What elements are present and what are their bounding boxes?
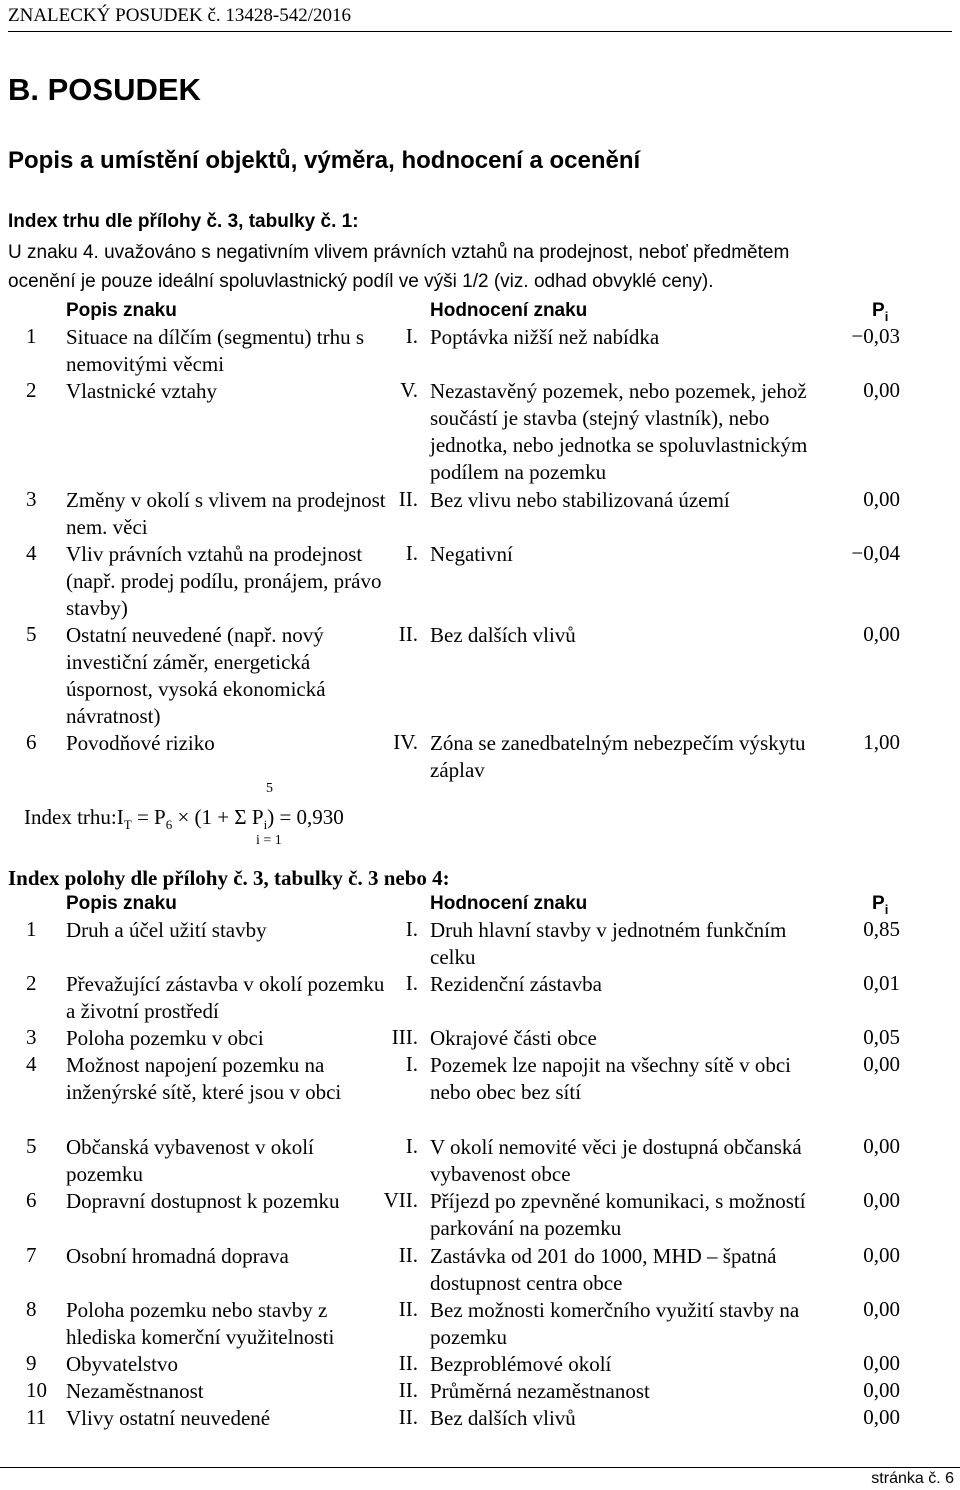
row-evaluation: V okolí nemovité věci je dostupná občanská vybavenost obce [430,1135,802,1186]
row-description: Vliv právních vztahů na prodejnost (např. prodej podílu, pronájem, právo stavby) [66,542,382,620]
trh-formula: 5 Index $trhu:I_T = P_6 \times (1 + \Sigma$ $P_i) = 0,930$ i = 1 [24,781,344,848]
formula-lower: i = 1 [256,833,282,848]
row-value: −0,04 [851,541,900,565]
row-value: 0,00 [863,378,900,402]
row-evaluation: Bezproblémové okolí [430,1352,612,1376]
row-grade: IV. [393,730,418,754]
row-grade: I. [405,324,418,348]
row-number: 5 [26,622,37,646]
page-header [8,3,952,32]
row-number: 4 [26,541,37,565]
row-description: Dopravní dostupnost k pozemku [66,1189,340,1213]
row-grade: I. [405,1052,418,1076]
header-title: ZNALECKÝ POSUDEK č. 13428-542/2016 [8,5,352,26]
row-description: Změny v okolí s vlivem na prodejnost nem. věci [66,488,386,539]
row-evaluation: Bez dalších vlivů [430,1406,576,1430]
row-number: 3 [26,487,37,511]
row-value: 0,00 [863,1297,900,1321]
row-grade: I. [405,917,418,941]
row-evaluation: Bez vlivu nebo stabilizovaná území [430,488,730,512]
row-evaluation: Negativní [430,542,513,566]
row-description: Převažující zástavba v okolí pozemku a životní prostředí [66,972,385,1023]
row-evaluation: Okrajové části obce [430,1026,597,1050]
trh-text-line2: ocenění je pouze ideální spoluvlastnický podíl ve výši 1/2 (viz. odhad obvyklé ceny). [8,271,714,292]
row-description: Osobní hromadná doprava [66,1244,289,1268]
row-description: Povodňové riziko [66,731,215,755]
row-grade: I. [405,1134,418,1158]
row-description: Poloha pozemku v obci [66,1026,264,1050]
formula-upper: 5 [266,781,273,796]
poloha-title: Index polohy dle přílohy č. 3, tabulky č. 3 nebo 4: [8,866,450,890]
trh-col-hodnoceni: Hodnocení znaku [430,300,588,321]
row-number: 6 [26,730,37,754]
trh-text-line1: U znaku 4. uvažováno s negativním vlivem právních vztahů na prodejnost, neboť předmětem [8,242,790,263]
row-evaluation: Druh hlavní stavby v jednotném funkčním celku [430,918,787,969]
row-value: 0,00 [863,1378,900,1402]
sum-symbol: Σ [234,805,247,829]
row-evaluation: Pozemek lze napojit na všechny sítě v obci nebo obec bez sítí [430,1053,791,1104]
row-value: 0,00 [863,1188,900,1212]
row-number: 9 [26,1351,37,1375]
row-value: 0,00 [863,1405,900,1429]
row-number: 1 [26,324,37,348]
subtitle: Popis a umístění objektů, výměra, hodnocení a ocenění [8,147,641,174]
row-number: 7 [26,1243,37,1267]
row-description: Poloha pozemku nebo stavby z hlediska komerční využitelnosti [66,1298,335,1349]
row-number: 3 [26,1025,37,1049]
row-number: 5 [26,1134,37,1158]
row-number: 1 [26,917,37,941]
row-evaluation: Nezastavěný pozemek, nebo pozemek, jehož součástí je stavba (stejný vlastník), nebo jednotka, nebo jednotka se spoluvlastnickým podílem na pozemku [430,379,808,484]
poloha-col-p: $P_i$ [872,893,889,917]
page-number: stránka č. 6 [871,1470,954,1487]
row-description: Vlastnické vztahy [66,379,218,403]
row-grade: II. [398,1297,418,1321]
row-grade: II. [398,1405,418,1429]
row-grade: II. [398,622,418,646]
row-value: −0,03 [851,324,900,348]
row-grade: II. [398,487,418,511]
row-grade: II. [398,1378,418,1402]
section-title: B. POSUDEK [8,72,201,107]
row-grade: VII. [383,1188,418,1212]
row-number: 2 [26,378,37,402]
row-value: 0,00 [863,1243,900,1267]
row-evaluation: Poptávka nižší než nabídka [430,325,660,349]
row-grade: III. [391,1025,418,1049]
row-grade: V. [400,378,418,402]
row-description: Druh a účel užití stavby [66,918,267,942]
page-footer [0,1467,960,1490]
row-evaluation: Bez dalších vlivů [430,623,576,647]
trh-col-popis: Popis znaku [66,300,177,321]
row-grade: II. [398,1243,418,1267]
row-evaluation: Příjezd po zpevněné komunikaci, s možností parkování na pozemku [430,1189,806,1240]
row-evaluation: Zastávka od 201 do 1000, MHD – špatná dostupnost centra obce [430,1244,777,1295]
poloha-col-popis: Popis znaku [66,893,177,914]
row-evaluation: Průměrná nezaměstnanost [430,1379,650,1403]
row-evaluation: Rezidenční zástavba [430,972,602,996]
row-description: Možnost napojení pozemku na inženýrské sítě, které jsou v obci [66,1053,342,1104]
row-value: 0,85 [863,917,900,941]
row-grade: II. [398,1351,418,1375]
row-number: 2 [26,971,37,995]
row-value: 0,00 [863,1134,900,1158]
row-grade: I. [405,541,418,565]
trh-col-p: $P_i$ [872,300,889,324]
row-value: 0,00 [863,487,900,511]
row-number: 4 [26,1052,37,1076]
row-number: 11 [26,1405,47,1429]
poloha-col-hodnoceni: Hodnocení znaku [430,893,588,914]
row-value: 0,00 [863,622,900,646]
row-value: 0,01 [863,971,900,995]
row-evaluation: Zóna se zanedbatelným nebezpečím výskytu záplav [430,731,806,782]
row-number: 10 [26,1378,47,1402]
row-description: Obyvatelstvo [66,1352,178,1376]
row-grade: I. [405,971,418,995]
row-description: Vlivy ostatní neuvedené [66,1406,271,1430]
row-evaluation: Bez možnosti komerčního využití stavby na pozemku [430,1298,800,1349]
row-number: 8 [26,1297,37,1321]
row-description: Situace na dílčím (segmentu) trhu s nemovitými věcmi [66,325,365,376]
row-description: Nezaměstnanost [66,1379,204,1403]
row-description: Občanská vybavenost v okolí pozemku [66,1135,314,1186]
row-value: 0,00 [863,1052,900,1076]
row-value: 0,05 [863,1025,900,1049]
row-value: 0,00 [863,1351,900,1375]
trh-title: Index trhu dle přílohy č. 3, tabulky č. 1: [8,211,359,232]
row-value: 1,00 [863,730,900,754]
row-description: Ostatní neuvedené (např. nový investiční záměr, energetická úspornost, vysoká ekonomická návratnost) [66,623,326,728]
row-number: 6 [26,1188,37,1212]
